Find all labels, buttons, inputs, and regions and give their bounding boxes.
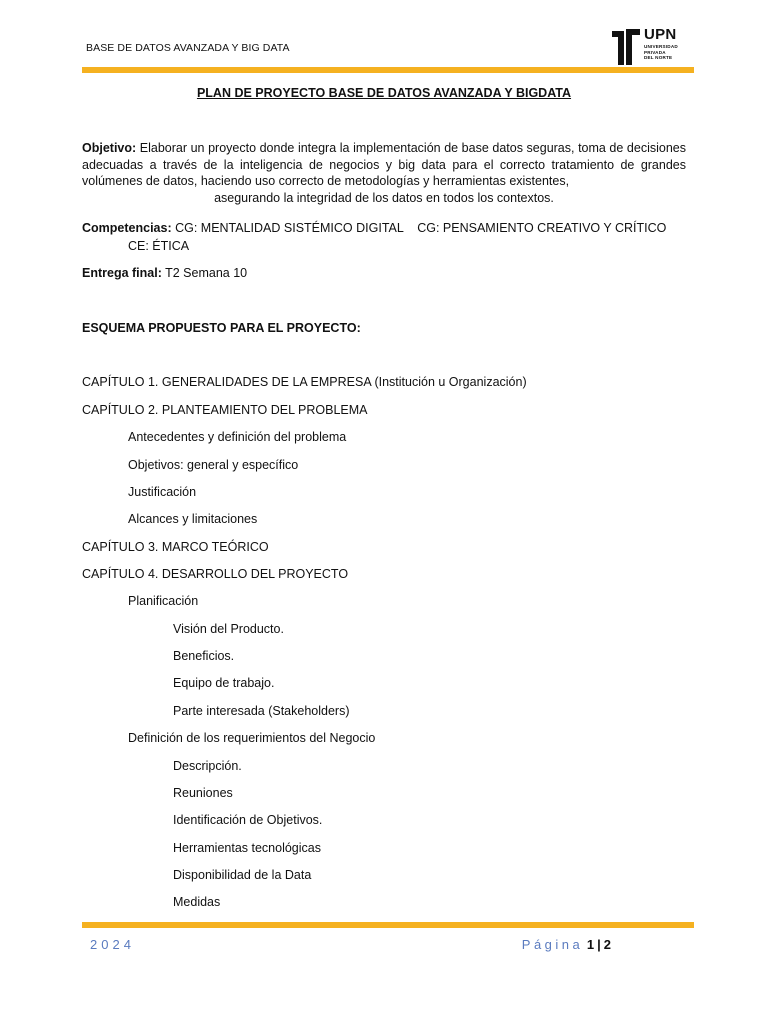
outline-item: Parte interesada (Stakeholders) bbox=[173, 704, 350, 718]
upn-logo bbox=[610, 27, 690, 67]
outline-item: Equipo de trabajo. bbox=[173, 676, 275, 690]
logo-subtext: UNIVERSIDAD PRIVADA DEL NORTE bbox=[644, 44, 678, 61]
page-label: Página bbox=[521, 937, 584, 952]
outline-item: CAPÍTULO 4. DESARROLLO DEL PROYECTO bbox=[82, 567, 349, 581]
outline-item: Objetivos: general y específico bbox=[128, 458, 299, 472]
competencias-line bbox=[82, 221, 666, 235]
outline-item: Identificación de Objetivos. bbox=[173, 813, 323, 827]
outline-item: Disponibilidad de la Data bbox=[173, 868, 312, 882]
outline-item: Definición de los requerimientos del Negocio bbox=[128, 731, 376, 745]
outline-item: Justificación bbox=[128, 485, 197, 499]
competencias-label: Competencias: bbox=[82, 221, 172, 235]
outline-item: Antecedentes y definición del problema bbox=[128, 430, 347, 444]
outline-item: CAPÍTULO 2. PLANTEAMIENTO DEL PROBLEMA bbox=[82, 403, 368, 417]
page-separator: | bbox=[597, 937, 601, 952]
objective-label: Objetivo: bbox=[82, 141, 137, 155]
entrega-label: Entrega final: bbox=[82, 266, 162, 280]
outline-item: Planificación bbox=[128, 594, 199, 608]
competencias-value: CG: MENTALIDAD SISTÉMICO DIGITAL CG: PENSAMIENTO CREATIVO Y CRÍTICO bbox=[171, 221, 667, 235]
document-title: PLAN DE PROYECTO BASE DE DATOS AVANZADA Y BIGDATA bbox=[196, 86, 572, 100]
logo-text: UPN bbox=[644, 26, 677, 43]
outline-item: Medidas bbox=[173, 895, 221, 909]
entrega-value: T2 Semana 10 bbox=[161, 266, 248, 280]
outline-item: CAPÍTULO 1. GENERALIDADES DE LA EMPRESA (Institución u Organización) bbox=[82, 375, 527, 389]
page-total: 2 bbox=[603, 937, 611, 952]
objective-last-line: asegurando la integridad de los datos en todos los contextos. bbox=[214, 190, 554, 205]
outline-item: CAPÍTULO 3. MARCO TEÓRICO bbox=[82, 540, 269, 554]
footer-year: 2024 bbox=[90, 937, 135, 952]
outline-item: Descripción. bbox=[173, 759, 242, 773]
entrega-line bbox=[82, 266, 247, 280]
outline-item: Reuniones bbox=[173, 786, 233, 800]
footer-divider bbox=[82, 922, 694, 928]
header-divider bbox=[82, 67, 694, 73]
objective-paragraph bbox=[82, 140, 686, 206]
esquema-heading: ESQUEMA PROPUESTO PARA EL PROYECTO: bbox=[82, 321, 361, 335]
header-course-title: BASE DE DATOS AVANZADA Y BIG DATA bbox=[86, 42, 290, 54]
outline-item: Visión del Producto. bbox=[173, 622, 284, 636]
footer-page-number bbox=[522, 937, 611, 952]
outline-item: Beneficios. bbox=[173, 649, 235, 663]
objective-text: Elaborar un proyecto donde integra la implementación de base datos seguras, toma de decisiones adecuadas a través de la inteligencia de negocios y big data para el correcto tratamiento de grandes volúmenes de datos, haciendo uso correcto de metodologías y herramientas existentes, bbox=[82, 141, 686, 188]
competencias-ce: CE: ÉTICA bbox=[128, 239, 190, 253]
outline-item: Herramientas tecnológicas bbox=[173, 841, 321, 855]
page-current: 1 bbox=[586, 937, 595, 952]
upn-logo-mark-icon bbox=[610, 27, 642, 67]
outline-item: Alcances y limitaciones bbox=[128, 512, 258, 526]
